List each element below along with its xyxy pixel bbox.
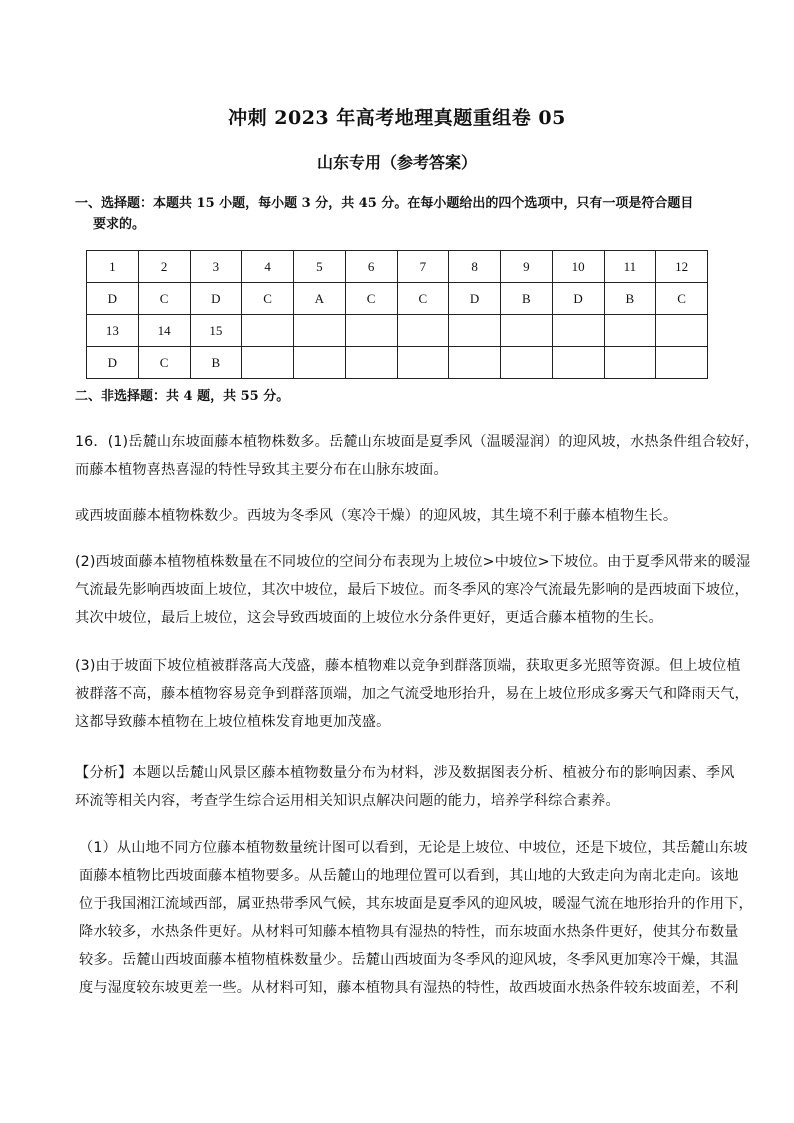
- table-cell: C: [397, 283, 449, 315]
- table-cell: [501, 347, 553, 379]
- text-line: 气流最先影响西坡面上坡位，其次中坡位，最后下坡位。而冬季风的寒冷气流最先影响的是西坡面下坡位，: [75, 582, 749, 598]
- table-cell: B: [190, 347, 242, 379]
- table-cell: [656, 347, 708, 379]
- table-cell: 15: [190, 315, 242, 347]
- text-line: 被群落不高，藤本植物容易竞争到群落顶端，加之气流受地形抬升，易在上坡位形成多雾天气和降雨天气，: [75, 686, 749, 702]
- table-cell: [552, 315, 604, 347]
- table-cell: [604, 347, 656, 379]
- text-line: (2)西坡面藤本植物植株数量在不同坡位的空间分布表现为上坡位>中坡位>下坡位。由于夏季风带来的暖湿: [75, 554, 751, 570]
- text-line: 位于我国湘江流域西部，属亚热带季风气候，其东坡面是夏季风的迎风坡，暖湿气流在地形抬升的作用下，: [79, 896, 753, 912]
- table-row-numbers-1: [87, 251, 708, 283]
- table-cell: [242, 347, 294, 379]
- table-cell: D: [87, 283, 139, 315]
- table-cell: [552, 347, 604, 379]
- table-cell: [656, 315, 708, 347]
- section-1-line-1: 一、选择题：本题共 15 小题，每小题 3 分，共 45 分。在每小题给出的四个选项中，只有一项是符合题目: [75, 196, 694, 211]
- table-cell: 12: [656, 251, 708, 283]
- table-cell: D: [449, 283, 501, 315]
- text-line: (3)由于坡面下坡位植被群落高大茂盛，藤本植物难以竞争到群落顶端，获取更多光照等资源。但上坡位植: [75, 658, 741, 674]
- table-cell: D: [87, 347, 139, 379]
- text-line: 而藤本植物喜热喜湿的特性导致其主要分布在山脉东坡面。: [75, 462, 448, 478]
- table-cell: 5: [294, 251, 346, 283]
- table-cell: D: [190, 283, 242, 315]
- table-cell: C: [138, 347, 190, 379]
- table-cell: 9: [501, 251, 553, 283]
- table-cell: 8: [449, 251, 501, 283]
- table-cell: 1: [87, 251, 139, 283]
- text-line: 这都导致藤本植物在上坡位植株发育地更加茂盛。: [75, 714, 391, 730]
- table-cell: B: [501, 283, 553, 315]
- text-line: （1）从山地不同方位藤本植物数量统计图可以看到，无论是上坡位、中坡位，还是下坡位，其岳麓山东坡: [79, 840, 748, 856]
- table-cell: [449, 315, 501, 347]
- answer-paragraph-2: [75, 502, 723, 530]
- table-row-answers-2: [87, 347, 708, 379]
- table-cell: C: [345, 283, 397, 315]
- table-cell: [501, 315, 553, 347]
- table-cell: [397, 315, 449, 347]
- table-cell: [397, 347, 449, 379]
- text-line: 16．(1)岳麓山东坡面藤本植物株数多。岳麓山东坡面是夏季风（温暖湿润）的迎风坡，水热条件组合较好，: [75, 434, 760, 450]
- table-cell: C: [242, 283, 294, 315]
- table-cell: C: [138, 283, 190, 315]
- text-line: 其次中坡位，最后上坡位，这会导致西坡面的上坡位水分条件更好，更适合藤本植物的生长。: [75, 610, 663, 626]
- analysis-detail-paragraph: [75, 834, 753, 1002]
- table-cell: [604, 315, 656, 347]
- table-cell: 7: [397, 251, 449, 283]
- table-cell: [345, 315, 397, 347]
- section-1-line-2: 要求的。: [93, 217, 146, 232]
- table-cell: [449, 347, 501, 379]
- answer-paragraph-4: [75, 652, 749, 736]
- table-cell: 2: [138, 251, 190, 283]
- text-line: 环流等相关内容，考查学生综合运用相关知识点解决问题的能力，培养学科综合素养。: [75, 793, 620, 809]
- text-line: 【分析】本题以岳麓山风景区藤本植物数量分布为材料，涉及数据图表分析、植被分布的影响因素、季风: [75, 765, 735, 781]
- text-line: 度与湿度较东坡更差一些。从材料可知，藤本植物具有湿热的特性，故西坡面水热条件较东坡面差，不利: [79, 980, 739, 996]
- text-line: 降水较多，水热条件更好。从材料可知藤本植物具有湿热的特性，而东坡面水热条件更好，使其分布数量: [79, 924, 739, 940]
- table-cell: [242, 315, 294, 347]
- table-cell: [294, 315, 346, 347]
- table-cell: A: [294, 283, 346, 315]
- text-line: 或西坡面藤本植物株数少。西坡为冬季风（寒冷干燥）的迎风坡，其生境不利于藤本植物生长。: [75, 508, 678, 524]
- table-cell: D: [552, 283, 604, 315]
- table-cell: 4: [242, 251, 294, 283]
- section-1-heading: [75, 193, 725, 235]
- table-cell: B: [604, 283, 656, 315]
- analysis-paragraph: [75, 759, 735, 815]
- table-cell: [345, 347, 397, 379]
- table-cell: 13: [87, 315, 139, 347]
- page-title: 冲刺 2023 年高考地理真题重组卷 05: [228, 107, 566, 129]
- page-subtitle: 山东专用（参考答案）: [316, 153, 477, 172]
- table-row-answers-1: [87, 283, 708, 315]
- table-cell: 3: [190, 251, 242, 283]
- table-cell: 14: [138, 315, 190, 347]
- table-row-numbers-2: [87, 315, 708, 347]
- table-cell: 11: [604, 251, 656, 283]
- table-cell: 10: [552, 251, 604, 283]
- table-cell: C: [656, 283, 708, 315]
- section-2-heading: 二、非选择题：共 4 题，共 55 分。: [75, 389, 290, 404]
- text-line: 较多。岳麓山西坡面藤本植物植株数量少。岳麓山西坡面为冬季风的迎风坡，冬季风更加寒冷干燥，其温: [79, 952, 739, 968]
- table-cell: [294, 347, 346, 379]
- answer-paragraph-3: [75, 548, 751, 632]
- text-line: 面藤本植物比西坡面藤本植物要多。从岳麓山的地理位置可以看到，其山地的大致走向为南北走向。该地: [79, 868, 739, 884]
- table-cell: 6: [345, 251, 397, 283]
- answer-paragraph-1: [75, 428, 760, 484]
- answer-table: [86, 250, 708, 379]
